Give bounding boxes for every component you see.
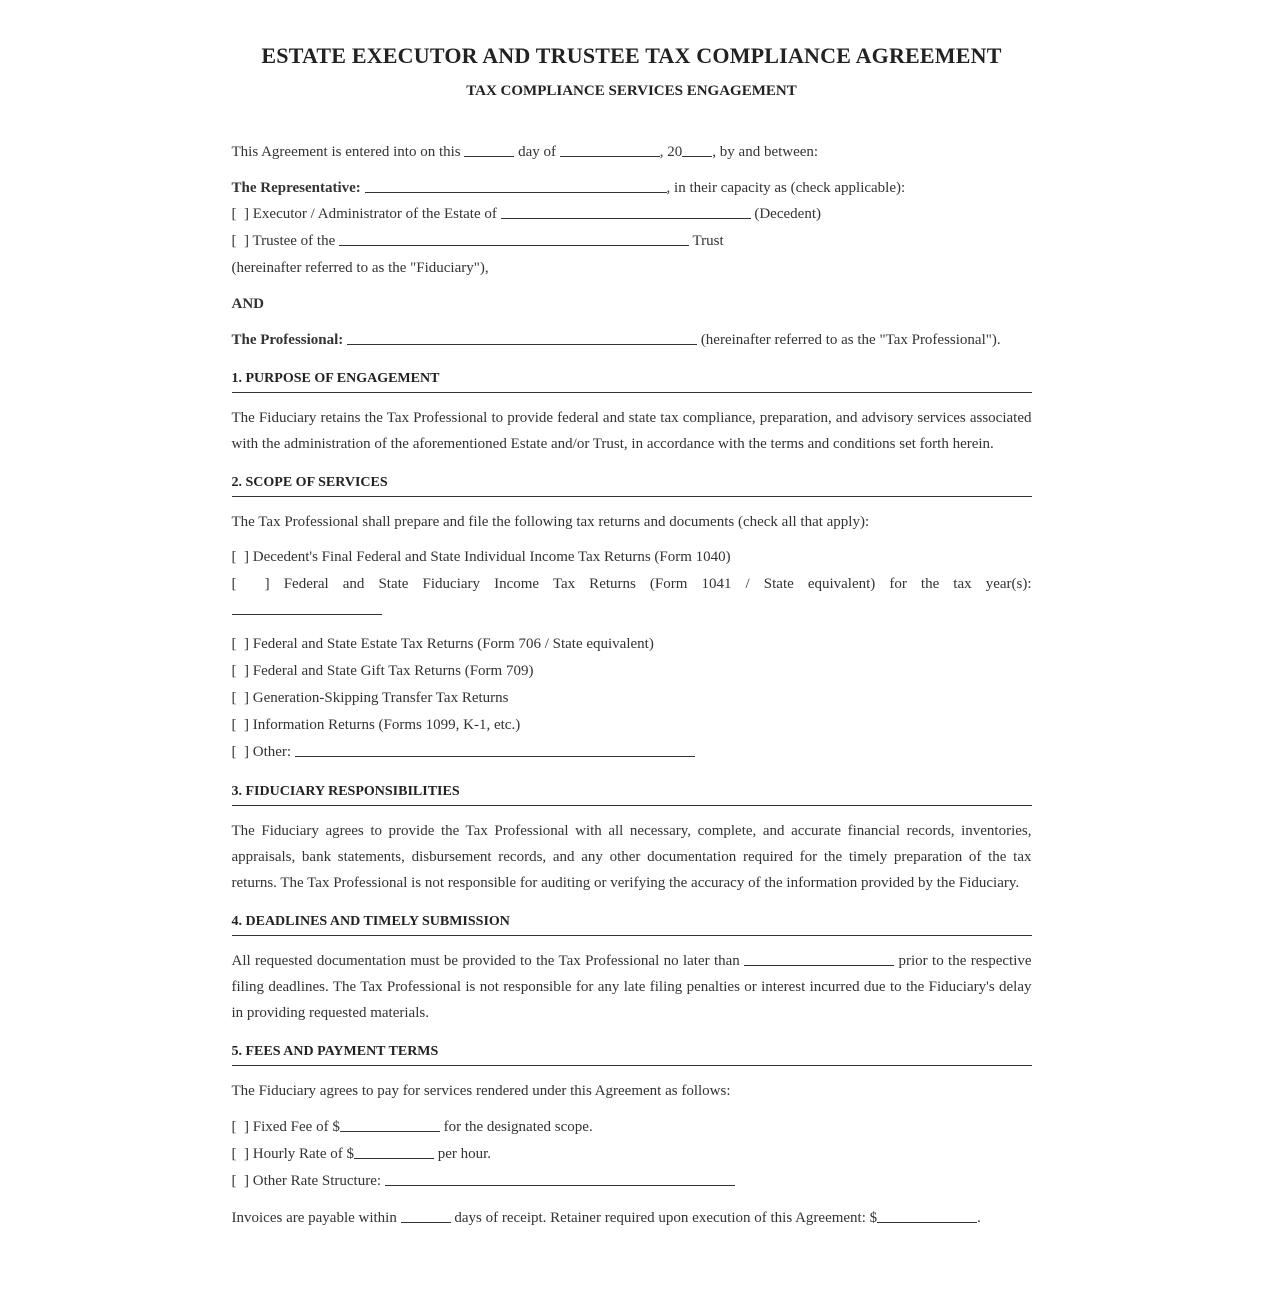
intro-year-prefix: , 20 xyxy=(659,144,683,160)
invoice-days-field[interactable] xyxy=(401,1206,451,1223)
document-page xyxy=(232,0,1032,1231)
scope-item-706 xyxy=(232,631,1032,658)
executor-option xyxy=(232,201,1032,228)
professional-line xyxy=(232,327,1032,353)
scope-item-label: Generation-Skipping Transfer Tax Returns xyxy=(252,690,509,706)
intro-prefix: This Agreement is entered into on this xyxy=(231,144,461,160)
scope-checkbox[interactable]: [ ] xyxy=(231,744,249,760)
section-1-heading: 1. PURPOSE OF ENGAGEMENT xyxy=(232,371,1032,393)
fee-hourly-option xyxy=(232,1141,1032,1168)
scope-item-label: Information Returns (Forms 1099, K-1, etc.) xyxy=(252,717,521,733)
scope-checkbox[interactable]: [ ] xyxy=(231,636,249,652)
and-label: AND xyxy=(231,296,264,312)
scope-item-other xyxy=(232,739,1032,766)
invoice-middle: days of receipt. Retainer required upon execution of this Agreement: $ xyxy=(454,1210,878,1226)
estate-name-field[interactable] xyxy=(501,202,751,219)
section-4-heading: 4. DEADLINES AND TIMELY SUBMISSION xyxy=(232,914,1032,936)
professional-name-field[interactable] xyxy=(347,328,697,345)
trustee-option xyxy=(232,228,1032,255)
deadline-prefix: All requested documentation must be provided to the Tax Professional no later than xyxy=(231,953,740,969)
document-subtitle: TAX COMPLIANCE SERVICES ENGAGEMENT xyxy=(466,83,797,99)
other-rate-label: Other Rate Structure: xyxy=(252,1173,382,1189)
scope-item-label: Other: xyxy=(252,744,292,760)
tax-years-field[interactable] xyxy=(232,598,382,615)
section-1-body: The Fiduciary retains the Tax Professional to provide federal and state tax compliance, preparation, and advisory services associated with the administration of the aforementioned Estate and/or Trust, in accordance with the terms and conditions set forth herein. xyxy=(231,410,1032,452)
representative-name-field[interactable] xyxy=(365,176,667,193)
fee-checkbox[interactable]: [ ] xyxy=(231,1173,249,1189)
representative-label: The Representative: xyxy=(231,180,361,196)
professional-suffix: (hereinafter referred to as the "Tax Professional"). xyxy=(700,332,1001,348)
section-2-heading: 2. SCOPE OF SERVICES xyxy=(232,475,1032,497)
trust-name-field[interactable] xyxy=(339,229,689,246)
invoice-terms xyxy=(232,1205,1032,1231)
scope-item-label: Federal and State Fiduciary Income Tax Returns (Form 1041 / State equivalent) for the tax year(s): xyxy=(283,576,1032,592)
section-3-heading: 3. FIDUCIARY RESPONSIBILITIES xyxy=(232,784,1032,806)
scope-checkbox[interactable]: [ ] xyxy=(231,717,249,733)
fee-other-option xyxy=(232,1168,1032,1195)
invoice-end: . xyxy=(977,1210,981,1226)
section-4-body xyxy=(232,948,1032,1026)
scope-item-1041 xyxy=(232,571,1032,597)
invoice-prefix: Invoices are payable within xyxy=(231,1210,397,1226)
fixed-fee-suffix: for the designated scope. xyxy=(443,1119,593,1135)
trustee-label: Trustee of the xyxy=(252,233,336,249)
section-2-intro: The Tax Professional shall prepare and file the following tax returns and documents (check all that apply): xyxy=(231,514,870,530)
retainer-field[interactable] xyxy=(877,1206,977,1223)
scope-checkbox[interactable]: [ ] xyxy=(231,663,249,679)
executor-checkbox[interactable]: [ ] xyxy=(231,206,249,222)
section-3-body: The Fiduciary agrees to provide the Tax Professional with all necessary, complete, and accurate financial records, inventories, appraisals, bank statements, disbursement records, and any other documentation required for the timely preparation of the tax returns. The Tax Professional is not responsible for auditing or verifying the accuracy of the information provided by the Fiduciary. xyxy=(231,823,1032,891)
intro-line xyxy=(232,139,1032,165)
scope-item-gst xyxy=(232,685,1032,712)
month-field[interactable] xyxy=(560,140,660,157)
scope-checkbox[interactable]: [ ] xyxy=(231,690,249,706)
trustee-checkbox[interactable]: [ ] xyxy=(231,233,249,249)
other-rate-field[interactable] xyxy=(385,1169,735,1186)
fee-checkbox[interactable]: [ ] xyxy=(231,1119,249,1135)
scope-item-label: Federal and State Gift Tax Returns (Form 709) xyxy=(252,663,534,679)
intro-suffix: , by and between: xyxy=(712,144,819,160)
section-5-intro: The Fiduciary agrees to pay for services rendered under this Agreement as follows: xyxy=(231,1083,731,1099)
section-5-heading: 5. FEES AND PAYMENT TERMS xyxy=(232,1044,1032,1066)
tax-years-line xyxy=(232,597,1032,623)
fee-checkbox[interactable]: [ ] xyxy=(231,1146,249,1162)
fiduciary-definition: (hereinafter referred to as the "Fiduciary"), xyxy=(231,260,489,276)
fee-fixed-option xyxy=(232,1114,1032,1141)
trustee-suffix: Trust xyxy=(692,233,724,249)
hourly-rate-field[interactable] xyxy=(354,1142,434,1159)
executor-suffix: (Decedent) xyxy=(754,206,821,222)
scope-item-1040 xyxy=(232,544,1032,571)
hourly-rate-label: Hourly Rate of $ xyxy=(252,1146,354,1162)
representative-line xyxy=(232,175,1032,201)
scope-checkbox[interactable]: [ ] xyxy=(231,549,249,565)
scope-item-info-returns xyxy=(232,712,1032,739)
deadline-suffix: prior to the respective filing deadlines. The Tax Professional is not responsible for any late filing penalties or interest incurred due to the Fiduciary's delay in providing requested materials. xyxy=(231,953,1032,1021)
scope-other-field[interactable] xyxy=(295,740,695,757)
scope-item-label: Decedent's Final Federal and State Individual Income Tax Returns (Form 1040) xyxy=(252,549,731,565)
scope-checkbox[interactable]: [ ] xyxy=(231,576,270,592)
fixed-fee-label: Fixed Fee of $ xyxy=(252,1119,340,1135)
deadline-field[interactable] xyxy=(744,949,894,966)
executor-label: Executor / Administrator of the Estate of xyxy=(252,206,497,222)
scope-item-label: Federal and State Estate Tax Returns (Form 706 / State equivalent) xyxy=(252,636,654,652)
year-field[interactable] xyxy=(682,140,712,157)
scope-item-709 xyxy=(232,658,1032,685)
intro-day-of: day of xyxy=(518,144,557,160)
professional-label: The Professional: xyxy=(231,332,344,348)
representative-suffix: , in their capacity as (check applicable): xyxy=(666,180,906,196)
document-title: ESTATE EXECUTOR AND TRUSTEE TAX COMPLIANCE AGREEMENT xyxy=(261,43,1002,68)
fixed-fee-field[interactable] xyxy=(340,1115,440,1132)
day-field[interactable] xyxy=(464,140,514,157)
hourly-rate-suffix: per hour. xyxy=(437,1146,492,1162)
